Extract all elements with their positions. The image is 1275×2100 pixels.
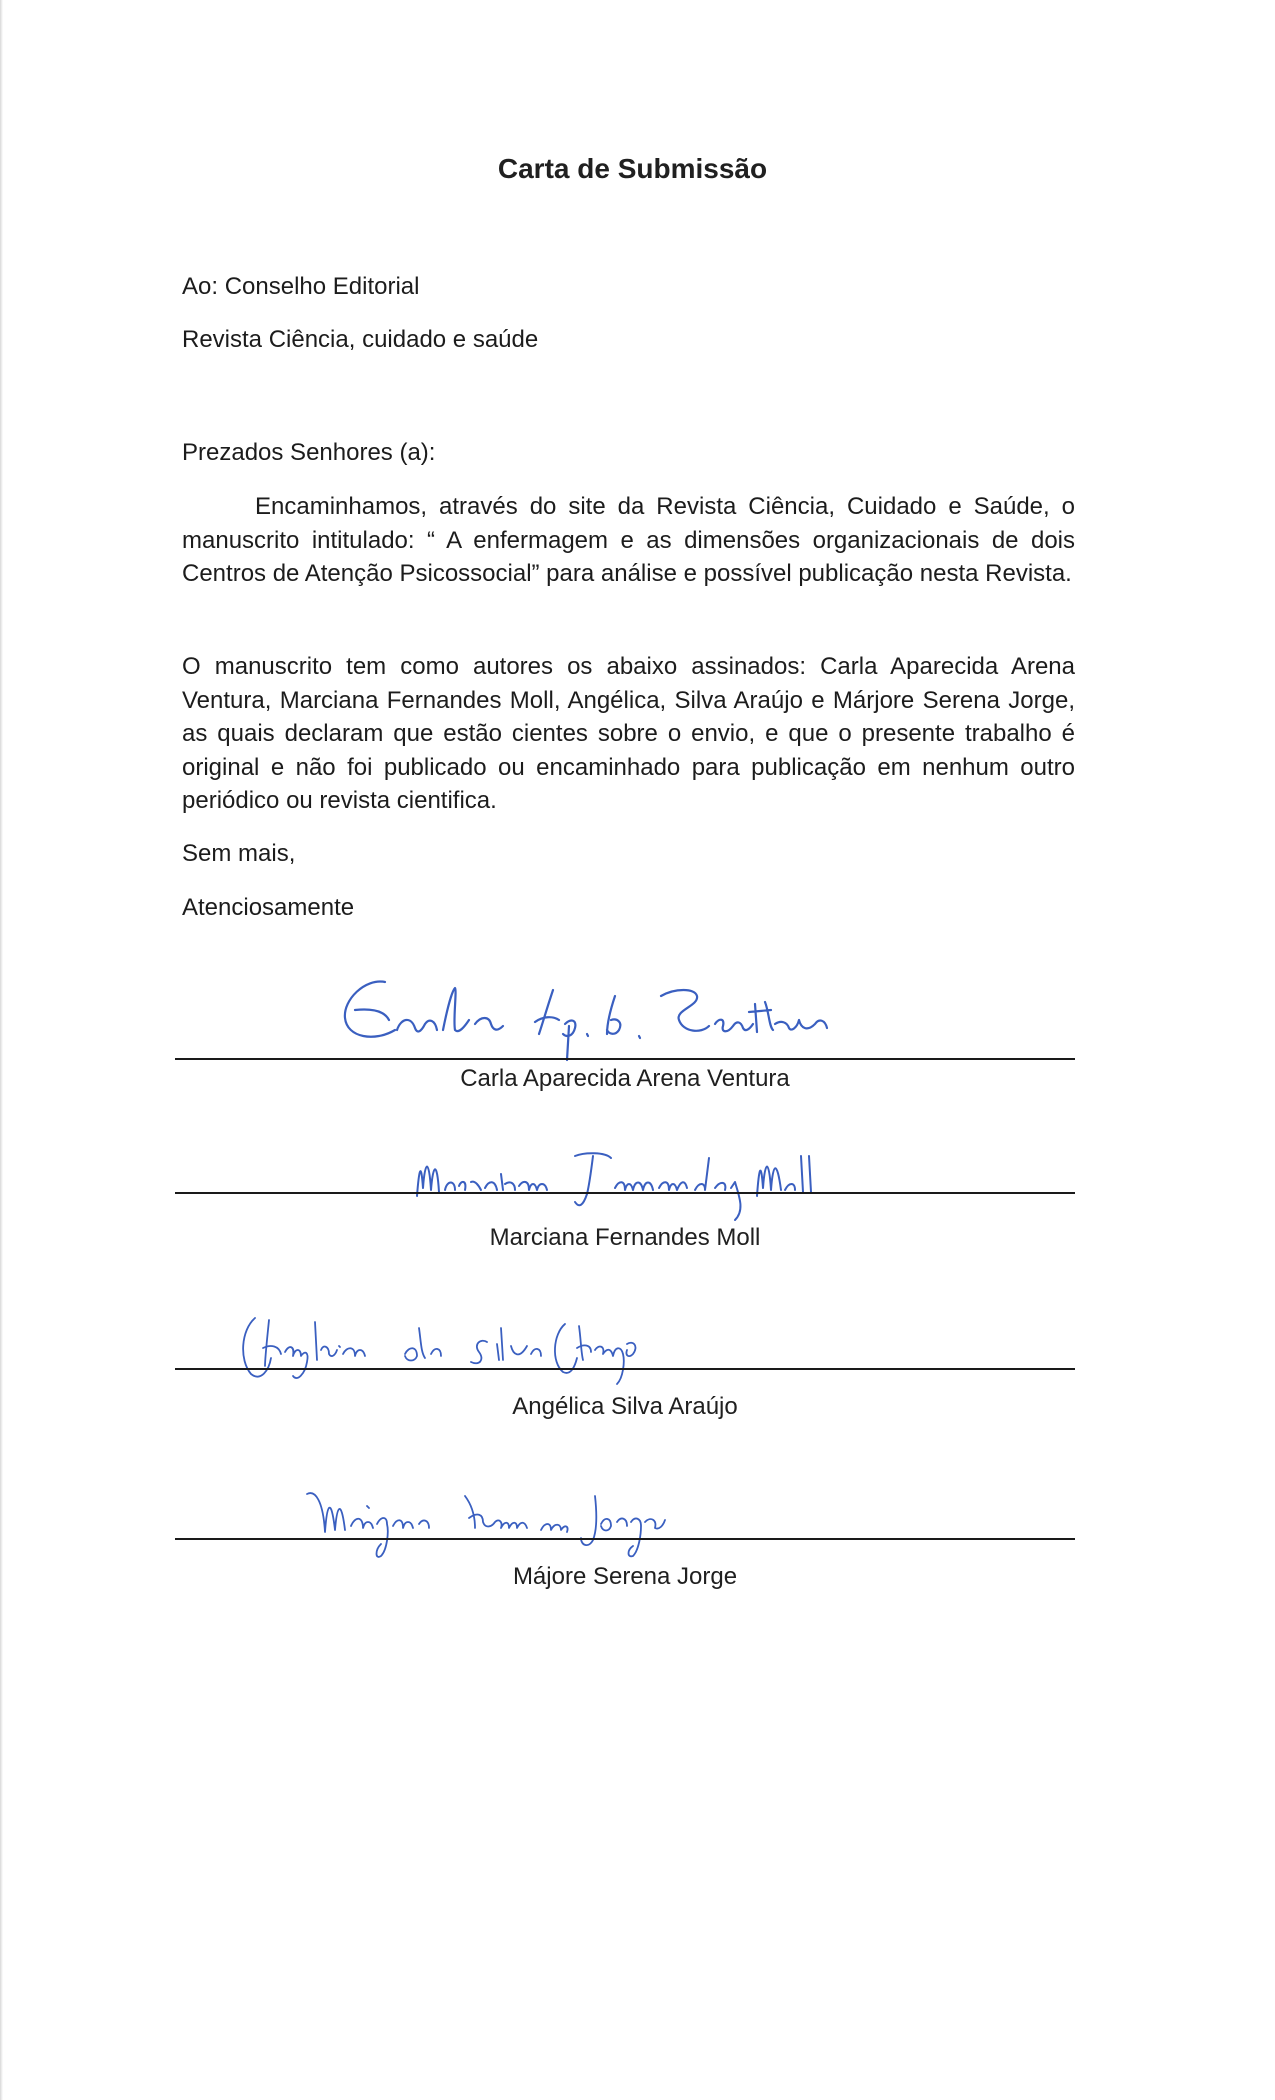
paragraph-1: Encaminhamos, através do site da Revista Ciência, Cuidado e Saúde, o manuscrito intitulado: “ A enfermagem e as dimensões organizacionais de dois Centros de Atenção Psicossocial” para análise e possível publicação nesta Revista. (182, 493, 1075, 587)
handwritten-signature-3 (235, 1300, 695, 1400)
signature-line-3 (175, 1368, 1075, 1370)
handwritten-signature-4 (305, 1470, 785, 1570)
salutation: Prezados Senhores (a): (182, 439, 436, 466)
closing-sem-mais: Sem mais, (182, 840, 296, 867)
scan-edge (0, 0, 3, 2100)
closing-atenciosamente: Atenciosamente (182, 894, 355, 921)
letter-title: Carta de Submissão (497, 153, 768, 184)
signature-line-1 (175, 1058, 1075, 1060)
recipient-line-2: Revista Ciência, cuidado e saúde (182, 326, 539, 353)
signatory-name-2: Marciana Fernandes Moll (489, 1224, 761, 1251)
paragraph-2: O manuscrito tem como autores os abaixo assinados: Carla Aparecida Arena Ventura, Marciana Fernandes Moll, Angélica, Silva Araújo e Márjore Serena Jorge, as quais declaram que estão cientes sobre o envio, e que o presente trabalho é original e não foi publicado ou encaminhado para publicação em nenhum outro periódico ou revista cientifica. (182, 653, 1075, 814)
recipient-line-1: Ao: Conselho Editorial (182, 273, 420, 300)
handwritten-signature-2 (415, 1130, 915, 1230)
signatory-name-3: Angélica Silva Araújo (512, 1393, 738, 1420)
signatory-name-1: Carla Aparecida Arena Ventura (460, 1065, 790, 1092)
signatory-name-4: Májore Serena Jorge (512, 1563, 738, 1590)
signature-line-4 (175, 1538, 1075, 1540)
signature-line-2 (175, 1192, 1075, 1194)
handwritten-signature-1 (325, 960, 845, 1070)
